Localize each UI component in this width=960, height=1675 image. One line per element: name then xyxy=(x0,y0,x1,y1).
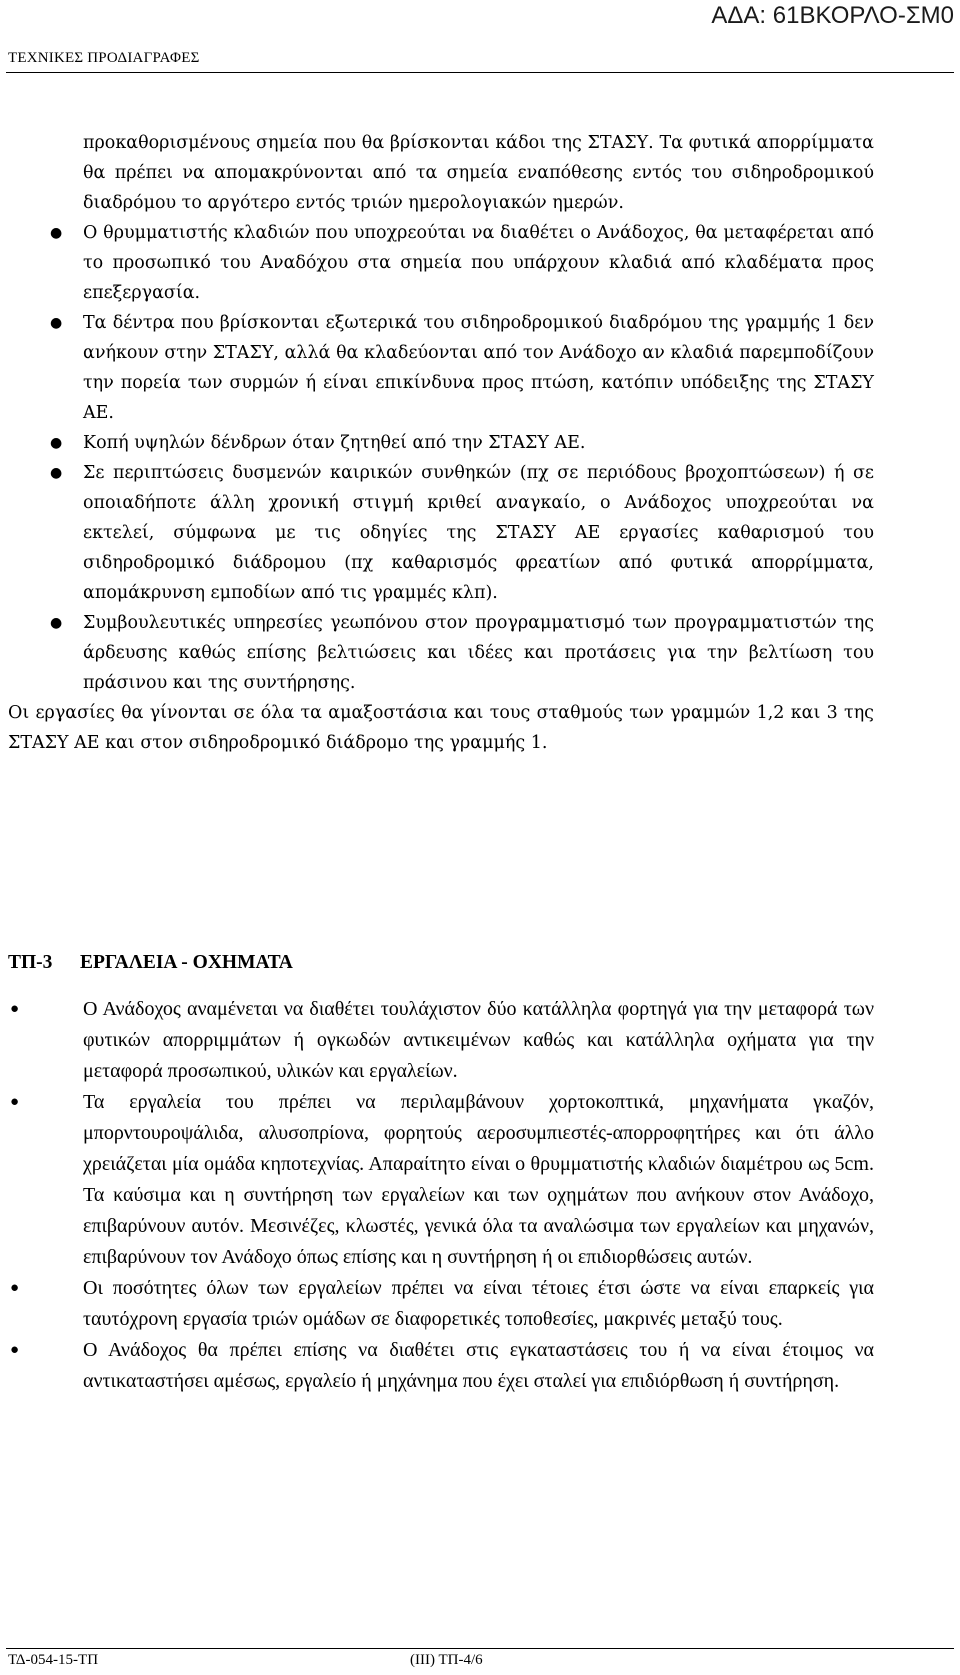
footer-divider xyxy=(6,1648,954,1649)
list-item-text: Τα εργαλεία του πρέπει να περιλαμβάνουν χορτοκοπτικά, μηχανήματα γκαζόν, μπορντουροψάλιδα, αλυσοπρίονα, φορητούς αεροσυμπιεστές-απορροφητήρες και ότι άλλο χρειάζεται μία ομάδα κηποτεχνίας. Απαραίτητο είναι ο θρυμματιστής κλαδιών διαμέτρου ως 5cm. Τα καύσιμα και η συντήρηση των εργαλείων και των οχημάτων που ανήκουν στον Ανάδοχο, επιβαρύνουν αυτόν. Μεσινέζες, κλωστές, γενικά όλα τα αναλώσιμα των εργαλείων και μηχανών, επιβαρύνουν τον Ανάδοχο όπως επίσης και η συντήρηση ή οι επιδιορθώσεις αυτών. xyxy=(83,1091,874,1268)
section-heading xyxy=(8,948,874,978)
footer-page-ref: (ΙΙΙ) ΤΠ-4/6 xyxy=(410,1652,483,1668)
list-item xyxy=(8,428,874,458)
bullet-icon: ● xyxy=(10,1001,20,1017)
list-item xyxy=(8,994,874,1087)
section-bullet-list xyxy=(8,994,874,1397)
bullet-icon: ● xyxy=(50,465,63,481)
bullet-icon: ● xyxy=(50,225,63,241)
list-item-text: Οι ποσότητες όλων των εργαλείων πρέπει να είναι τέτοιες έτσι ώστε να είναι επαρκείς για ταυτόχρονη εργασία τριών ομάδων σε διαφορετικές τοποθεσίες, μακρινές μεταξύ τους. xyxy=(83,1277,874,1330)
list-item xyxy=(8,1273,874,1335)
header-divider xyxy=(6,72,954,73)
bullet-icon: ● xyxy=(10,1342,20,1358)
bullet-icon: ● xyxy=(50,315,63,331)
closing-paragraph: Οι εργασίες θα γίνονται σε όλα τα αμαξοστάσια και τους σταθμούς των γραμμών 1,2 και 3 της ΣΤΑΣΥ ΑΕ και στον σιδηροδρομικό διάδρομο της γραμμής 1. xyxy=(8,703,874,753)
continuation-paragraph: προκαθορισμένους σημεία που θα βρίσκονται κάδοι της ΣΤΑΣΥ. Τα φυτικά απορρίμματα θα πρέπει να απομακρύνονται από τα σημεία εναπόθεσης εντός του σιδηροδρομικού διαδρόμου το αργότερο εντός τριών ημερολογιακών ημερών. xyxy=(83,133,874,213)
section-title: ΕΡΓΑΛΕΙΑ - ΟΧΗΜΑΤΑ xyxy=(80,952,293,973)
list-item-text: Τα δέντρα που βρίσκονται εξωτερικά του σιδηροδρομικού διαδρόμου της γραμμής 1 δεν ανήκουν στην ΣΤΑΣΥ, αλλά θα κλαδεύονται από τον Ανάδοχο αν κλαδιά παρεμποδίζουν την πορεία των συρμών ή είναι επικίνδυνα προς πτώση, κατόπιν υπόδειξης της ΣΤΑΣΥ ΑΕ. xyxy=(83,313,874,423)
footer-doc-code: ΤΔ-054-15-ΤΠ xyxy=(8,1652,99,1668)
list-item-text: Ο Ανάδοχος αναμένεται να διαθέτει τουλάχιστον δύο κατάλληλα φορτηγά για την μεταφορά των φυτικών απορριμμάτων ή ογκωδών αντικειμένων καθώς και κατάλληλα οχήματα για την μεταφορά προσωπικού, υλικών και εργαλείων. xyxy=(83,998,874,1082)
list-item-text: Σε περιπτώσεις δυσμενών καιρικών συνθηκών (πχ σε περιόδους βροχοπτώσεων) ή σε οποιαδήποτε άλλη χρονική στιγμή κριθεί αναγκαίο, ο Ανάδοχος υποχρεούται να εκτελεί, σύμφωνα με τις οδηγίες της ΣΤΑΣΥ ΑΕ εργασίες καθαρισμού του σιδηροδρομικό διάδρομου (πχ καθαρισμός φρεατίων από φυτικά απορρίμματα, απομάκρυνση εμποδίων από τις γραμμές κλπ). xyxy=(83,463,874,603)
section-tp3 xyxy=(8,948,874,1397)
section-code: ΤΠ-3 xyxy=(8,952,53,973)
bullet-icon: ● xyxy=(50,435,63,451)
list-item xyxy=(8,458,874,608)
list-item xyxy=(8,218,874,308)
list-item-text: Ο θρυμματιστής κλαδιών που υποχρεούται να διαθέτει ο Ανάδοχος, θα μεταφέρεται από το προσωπικό του Αναδόχου στα σημεία που υπάρχουν κλαδιά από κλαδέματα προς επεξεργασία. xyxy=(83,223,874,303)
list-item-text: Κοπή υψηλών δένδρων όταν ζητηθεί από την ΣΤΑΣΥ ΑΕ. xyxy=(83,433,586,453)
body-content xyxy=(8,128,874,758)
header-doc-title: ΤΕΧΝΙΚΕΣ ΠΡΟΔΙΑΓΡΑΦΕΣ xyxy=(8,50,200,66)
body-bullet-list xyxy=(8,218,874,698)
bullet-icon: ● xyxy=(50,615,63,631)
ada-identifier: ΑΔΑ: 61ΒΚΟΡΛΟ-ΣΜ0 xyxy=(711,2,954,29)
list-item xyxy=(8,1087,874,1273)
list-item xyxy=(8,308,874,428)
list-item xyxy=(8,1335,874,1397)
bullet-icon: ● xyxy=(10,1094,20,1110)
bullet-icon: ● xyxy=(10,1280,20,1296)
list-item xyxy=(8,608,874,698)
list-item-text: Ο Ανάδοχος θα πρέπει επίσης να διαθέτει στις εγκαταστάσεις του ή να είναι έτοιμος να αντικαταστήσει αμέσως, εργαλείο ή μηχάνημα που έχει σταλεί για επιδιόρθωση ή συντήρηση. xyxy=(83,1339,874,1392)
list-item-text: Συμβουλευτικές υπηρεσίες γεωπόνου στον προγραμματισμό των προγραμματιστών της άρδευσης καθώς επίσης βελτιώσεις και ιδέες και προτάσεις για την βελτίωση του πράσινου και της συντήρησης. xyxy=(83,613,874,693)
